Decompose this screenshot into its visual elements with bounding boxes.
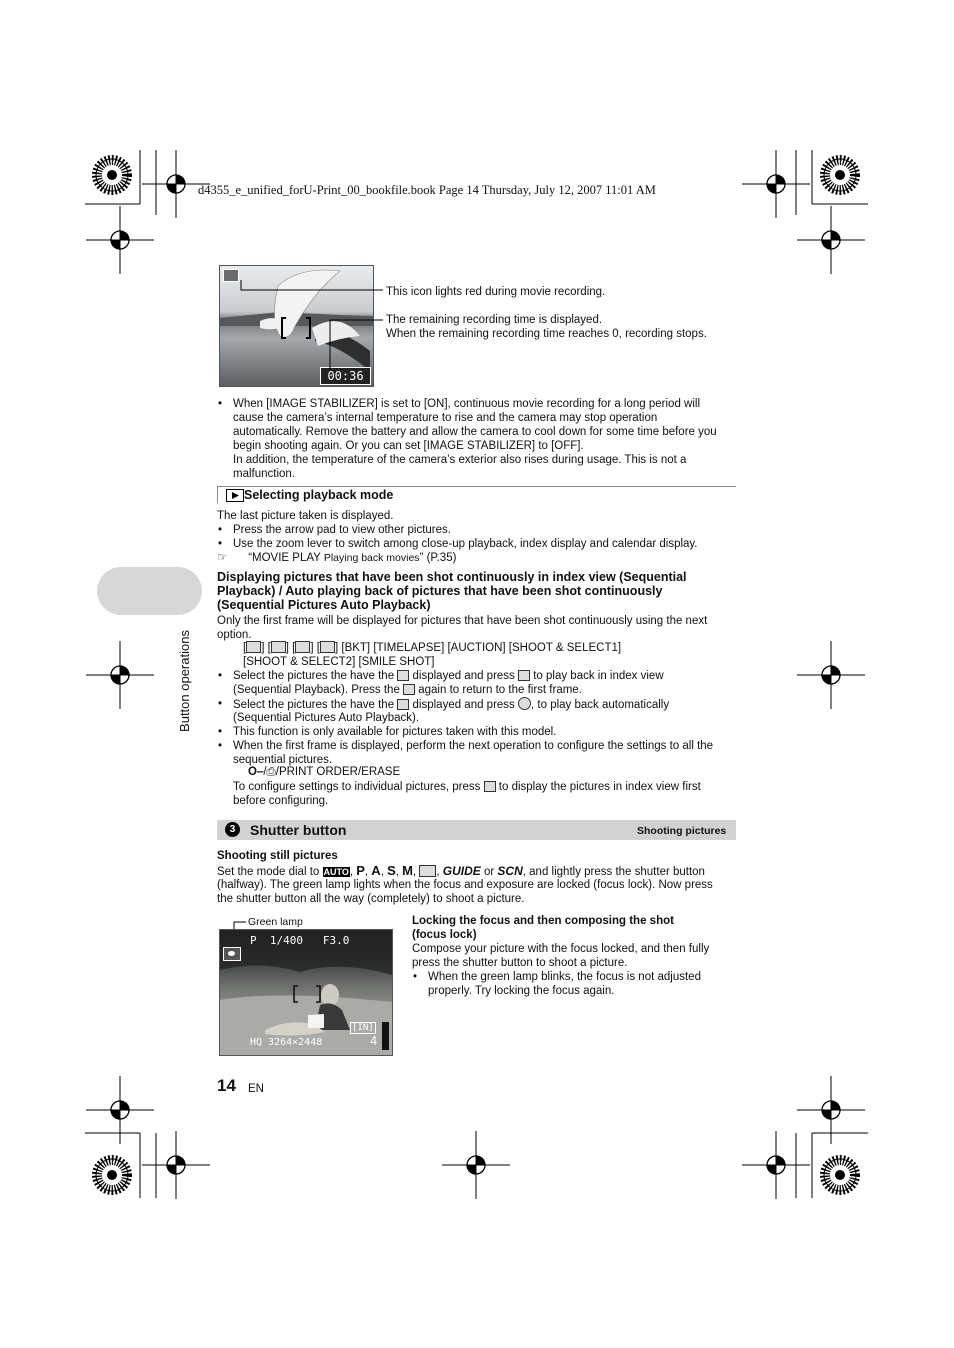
sequential-bullet-cont: sequential pictures. [233,754,333,766]
guide-mode-icon: GUIDE [442,864,481,878]
playback-bullet: • Press the arrow pad to view other pictures. [233,523,451,537]
starburst-mark-icon [824,159,856,191]
sequential-bullet: • This function is only available for pictures taken with this model. [233,725,556,739]
sequential-bullet-cont: To configure settings to individual pictures, press to display the pictures in index view first [233,781,701,793]
crosshair-mark-icon [797,641,865,709]
af-sequential-mode-icon [320,641,335,653]
reference-hand-icon: ☞ [217,550,228,564]
still-screen-photo [219,929,393,1056]
aperture-mode-icon: A [371,863,381,878]
index-view-button-icon [403,684,415,695]
shutter-category: Shooting pictures [637,825,727,837]
starburst-mark-icon [96,159,128,191]
crosshair-mark-icon [742,150,810,218]
ok-button-icon [518,697,531,710]
battery-bar [382,1022,389,1050]
reference-main: “MOVIE PLAY [248,552,321,564]
still-paragraph: the shutter button all the way (completely) to shoot a picture. [217,893,525,905]
shutter-mode-icon: S [387,863,396,878]
sequential-heading-3: (Sequential Pictures Auto Playback) [217,598,431,612]
callout-time-text-1: The remaining recording time is displayed. [386,314,603,326]
callout-time-text-2: When the remaining recording time reaches 0, recording stops. [386,328,707,340]
movie-mode-icon [223,269,239,282]
sequential-heading-1: Displaying pictures that have been shot continuously in index view (Sequential [217,570,687,584]
crosshair-mark-icon [86,641,154,709]
playback-heading: Selecting playback mode [244,488,394,502]
index-view-button-icon [484,781,496,792]
sequential-bullet-cont: (Sequential Playback). Press the again to return to the first frame. [233,684,582,696]
manual-mode-icon: M [402,863,413,878]
sequential-bullet-cont: before configuring. [233,795,329,807]
sequential-modes-1: [ ] [ ] [ ] [ ] [BKT] [TIMELAPSE] [AUCTION] [SHOOT & SELECT1] [243,642,622,654]
remaining-time-counter: 00:36 [320,367,371,385]
sequential-bullet: • Select the pictures the have the displayed and press to play back in index view [233,669,664,683]
hi-speed2-mode-icon [295,641,310,653]
focus-lock-bullet-cont: properly. Try locking the focus again. [428,985,615,997]
focus-lock-heading-1: Locking the focus and then composing the shot [412,915,674,927]
page-number: 14 [217,1076,236,1095]
stabilizer-note-line: cause the camera’s internal temperature to rise and the camera may stop operation [233,412,658,424]
sequential-intro-2: option. [217,629,252,641]
sequential-heading-2: Playback) / Auto playing back of pictures that have been shot continuously [217,584,663,598]
crosshair-mark-icon [142,1131,210,1199]
crosshair-mark-icon [442,1131,510,1199]
image-quality-readout: HQ 3264×2448 [250,1037,323,1048]
sequential-modes-text-1: [BKT] [TIMELAPSE] [AUCTION] [SHOOT & SELECT1] [341,642,622,654]
green-lamp-label: Green lamp [248,916,303,928]
print-order-icon: ⎙ [266,766,276,778]
stabilizer-note-line: malfunction. [233,468,296,480]
file-header: d4355_e_unified_forU-Print_00_bookfile.book Page 14 Thursday, July 12, 2007 11:01 AM [198,183,656,197]
green-lamp-icon [223,947,241,961]
stabilizer-note-line: automatically. Remove the battery and allow the camera to cool down for some time before you [233,426,717,438]
exposure-readout: P 1/400 F3.0 [250,934,350,947]
focus-lock-heading-2: (focus lock) [412,929,477,941]
protect-print-erase-line: O‒/⎙/PRINT ORDER/ERASE [248,766,401,778]
sequential-frame-icon [397,699,409,710]
callout-icon-text: This icon lights red during movie recording. [386,286,606,298]
stabilizer-note-line: begin shooting again. Or you can set [IMAGE STABILIZER] to [OFF]. [233,440,584,452]
shots-remaining: 4 [370,1034,378,1048]
page-language: EN [248,1083,264,1095]
stabilizer-note-line: • When [IMAGE STABILIZER] is set to [ON], continuous movie recording for a long period will [233,397,700,411]
crosshair-mark-icon [742,1131,810,1199]
stabilizer-note-line: In addition, the temperature of the camera’s exterior also rises during usage. This is not a [233,454,687,466]
section-number-badge: 3 [225,822,240,837]
scene-mode-icon: SCN [497,864,523,878]
still-paragraph: (halfway). The green lamp lights when the focus and exposure are locked (focus lock). Now press [217,879,713,891]
sequential-bullet-cont: (Sequential Pictures Auto Playback). [233,712,420,724]
sequential-modes-2: [SHOOT & SELECT2] [SMILE SHOT] [243,656,435,668]
protect-key-icon: O‒ [248,766,264,778]
internal-memory-indicator: [IN] [352,1023,374,1033]
reference-small: Playing back movies [323,552,420,564]
focus-lock-bullet: • When the green lamp blinks, the focus is not adjusted [428,970,701,984]
crosshair-mark-icon [797,1076,865,1144]
section-rule-left [217,486,218,503]
sequential-bullet: • When the first frame is displayed, perform the next operation to configure the settings to all the [233,739,713,753]
crosshair-mark-icon [86,1076,154,1144]
focus-lock-paragraph: press the shutter button to shoot a picture. [412,957,628,969]
index-view-button-icon [518,670,530,681]
reference-line [217,550,456,565]
playback-button-icon [226,489,244,502]
sequential-frame-icon [397,670,409,681]
mode-dial-line: Set the mode dial to AUTO, P, A, S, M, , GUIDE or SCN, and lightly press the shutter button [217,863,705,878]
starburst-mark-icon [96,1159,128,1191]
side-tab-label-wrap [174,618,196,748]
still-heading: Shooting still pictures [217,850,338,862]
sequential-intro-1: Only the first frame will be displayed for pictures that have been shot continuously using the next [217,615,708,627]
callout-lines [240,270,390,380]
side-tab [97,567,202,615]
crosshair-mark-icon [86,206,154,274]
auto-mode-icon: AUTO [323,867,349,877]
playback-bullet: • Use the zoom lever to switch among close-up playback, index display and calendar display. [233,537,698,551]
focus-lock-paragraph: Compose your picture with the focus locked, and then fully [412,943,710,955]
shutter-title: Shutter button [250,822,347,838]
side-tab-label: Button operations [177,630,192,732]
starburst-mark-icon [824,1159,856,1191]
reference-end: ” (P.35) [419,552,457,564]
my-mode-icon [419,865,436,877]
program-mode-icon: P [356,863,365,878]
sequential-bullet: • Select the pictures the have the displayed and press , to play back automatically [233,697,669,712]
section-rule [217,486,736,487]
sequential-mode-icon [246,641,261,653]
playback-intro: The last picture taken is displayed. [217,510,394,522]
hi-speed1-mode-icon [271,641,286,653]
crosshair-mark-icon [797,206,865,274]
